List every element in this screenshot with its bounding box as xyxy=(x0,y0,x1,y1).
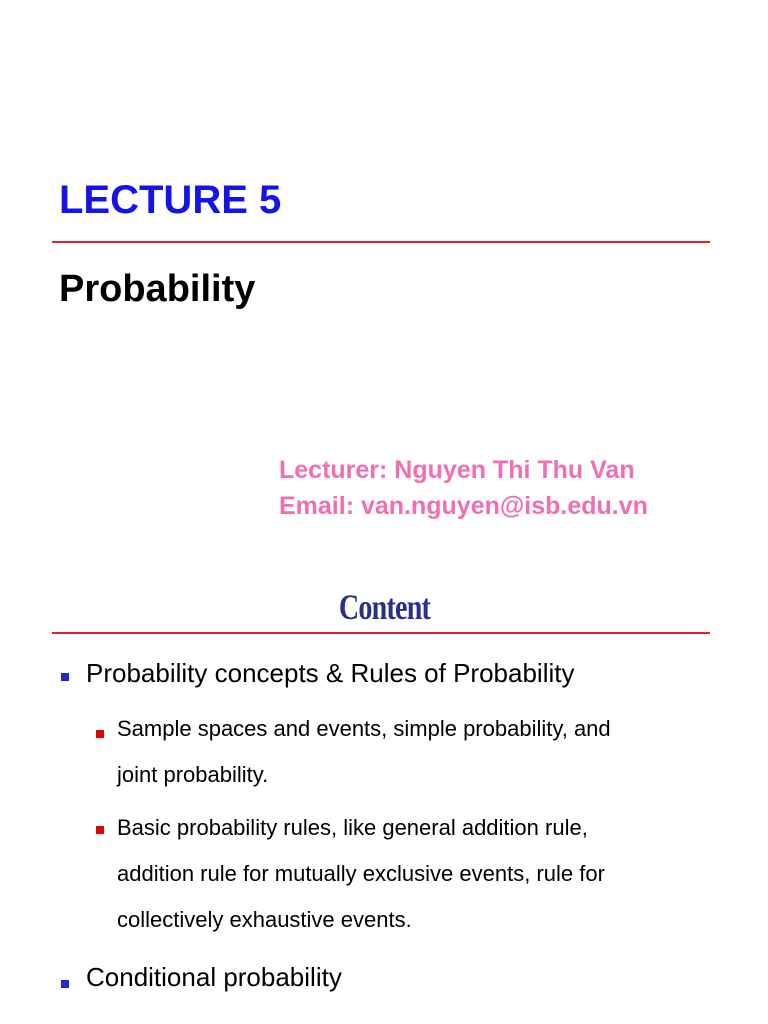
content-divider xyxy=(52,632,710,634)
sub-item-2-line-2: addition rule for mutually exclusive events, rule for xyxy=(117,861,605,886)
content-heading xyxy=(0,586,768,628)
lecturer-name: Lecturer: Nguyen Thi Thu Van xyxy=(279,456,635,484)
title-divider xyxy=(52,241,710,243)
bullet-square-icon xyxy=(61,673,69,681)
sub-bullet-square-icon xyxy=(96,730,104,738)
sub-item-1-line-1: Sample spaces and events, simple probability, and xyxy=(117,716,611,741)
lecturer-info xyxy=(279,452,648,524)
bullet-square-icon xyxy=(61,980,69,988)
content-item-1: Probability concepts & Rules of Probability xyxy=(86,658,575,688)
topic-title: Probability xyxy=(59,268,256,310)
sub-item-2-line-3: collectively exhaustive events. xyxy=(117,907,412,932)
content-heading-text: Content xyxy=(338,587,430,627)
lecture-title: LECTURE 5 xyxy=(59,178,282,222)
content-item-2: Conditional probability xyxy=(86,962,342,992)
sub-item-1-line-2: joint probability. xyxy=(117,762,269,787)
sub-item-2-line-1: Basic probability rules, like general addition rule, xyxy=(117,815,588,840)
sub-bullet-square-icon xyxy=(96,826,104,834)
lecturer-email: Email: van.nguyen@isb.edu.vn xyxy=(279,492,648,520)
